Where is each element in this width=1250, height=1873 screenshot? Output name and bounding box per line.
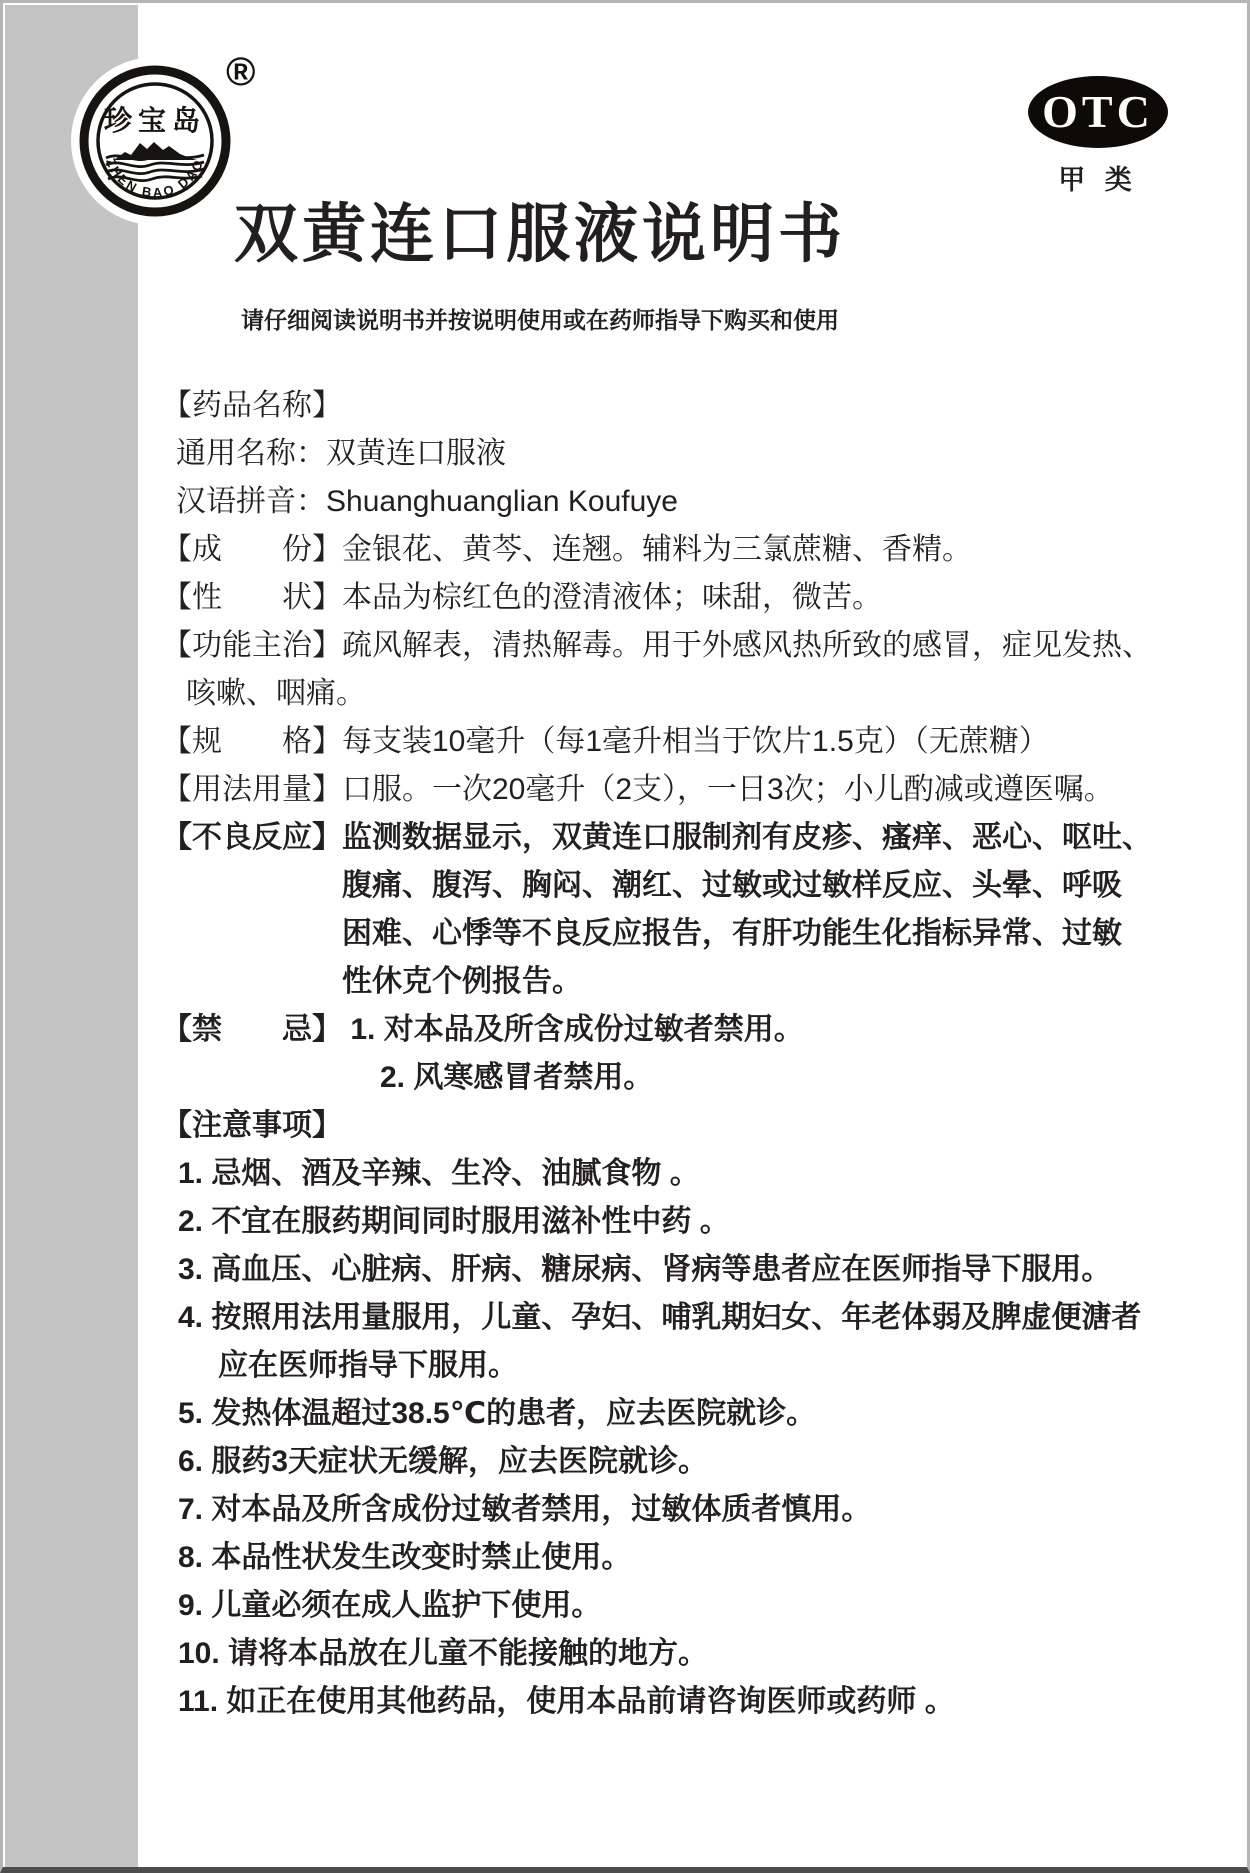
- body-line: 【规 格】每支装10毫升（每1毫升相当于饮片1.5克）（无蔗糖）: [162, 725, 1049, 758]
- page-title: 双黄连口服液说明书: [234, 199, 846, 270]
- body-line: 【不良反应】监测数据显示，双黄连口服制剂有皮疹、瘙痒、恶心、呕吐、: [162, 821, 1152, 854]
- body-line: 9. 儿童必须在成人监护下使用。: [178, 1589, 602, 1622]
- body-line: 1. 忌烟、酒及辛辣、生冷、油腻食物 。: [178, 1157, 700, 1190]
- brand-name-cn: 珍宝岛: [103, 105, 207, 136]
- body-line: 汉语拼音：Shuanghuanglian Koufuye: [176, 485, 678, 518]
- body-line: 【功能主治】疏风解表，清热解毒。用于外感风热所致的感冒，症见发热、: [162, 629, 1152, 662]
- body-line: 通用名称：双黄连口服液: [176, 437, 506, 470]
- body-line: 腹痛、腹泻、胸闷、潮红、过敏或过敏样反应、头晕、呼吸: [342, 869, 1122, 902]
- body-line: 7. 对本品及所含成份过敏者禁用，过敏体质者慎用。: [178, 1493, 872, 1526]
- body-line: 性休克个例报告。: [342, 965, 582, 998]
- body-line: 5. 发热体温超过38.5℃的患者，应去医院就诊。: [178, 1397, 817, 1430]
- body-line: 【性 状】本品为棕红色的澄清液体；味甜，微苦。: [162, 581, 882, 614]
- left-gray-bar: [5, 5, 138, 1867]
- body-line: 4. 按照用法用量服用，儿童、孕妇、哺乳期妇女、年老体弱及脾虚便溏者: [178, 1301, 1142, 1334]
- body-line: 2. 风寒感冒者禁用。: [380, 1061, 654, 1094]
- body-line: 【药品名称】: [162, 389, 342, 422]
- brand-name-en: ZHEN BAO DAO: [103, 155, 207, 201]
- body-line: 【成 份】金银花、黄芩、连翘。辅料为三氯蔗糖、香精。: [162, 533, 972, 566]
- body-line: 应在医师指导下服用。: [218, 1349, 518, 1382]
- body-line: 11. 如正在使用其他药品，使用本品前请咨询医师或药师 。: [178, 1685, 955, 1718]
- body-line: 困难、心悸等不良反应报告，有肝功能生化指标异常、过敏: [342, 917, 1122, 950]
- body-line: 10. 请将本品放在儿童不能接触的地方。: [178, 1637, 709, 1670]
- body-line: 【用法用量】口服。一次20毫升（2支），一日3次；小儿酌减或遵医嘱。: [162, 773, 1114, 806]
- page-subtitle: 请仔细阅读说明书并按说明使用或在药师指导下购买和使用: [241, 307, 839, 333]
- otc-label: OTC: [1042, 86, 1154, 137]
- otc-badge: [1028, 76, 1168, 148]
- body-line: 咳嗽、咽痛。: [186, 677, 366, 710]
- leaflet-body: [162, 382, 1202, 1726]
- body-line: 2. 不宜在服药期间同时服用滋补性中药 。: [178, 1205, 730, 1238]
- body-line: 【注意事项】: [162, 1109, 342, 1142]
- body-line: 【禁 忌】 1. 对本品及所含成份过敏者禁用。: [162, 1013, 804, 1046]
- body-line: 3. 高血压、心脏病、肝病、糖尿病、肾病等患者应在医师指导下服用。: [178, 1253, 1112, 1286]
- otc-category: 甲 类: [1058, 165, 1138, 195]
- body-line: 8. 本品性状发生改变时禁止使用。: [178, 1541, 632, 1574]
- body-line: 6. 服药3天症状无缓解，应去医院就诊。: [178, 1445, 709, 1478]
- registered-trademark-icon: ®: [226, 50, 256, 94]
